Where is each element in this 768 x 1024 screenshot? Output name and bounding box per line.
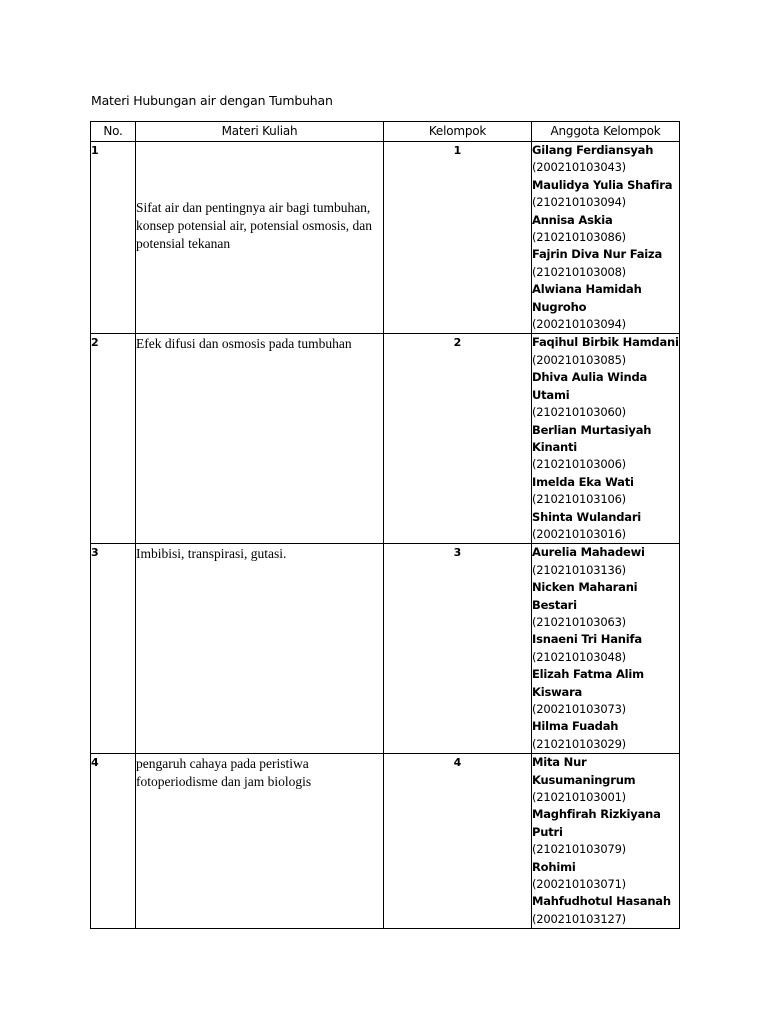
member-name: Annisa Askia [532, 212, 613, 227]
member-name: Elizah Fatma Alim Kiswara [532, 667, 644, 699]
header-kelompok: Kelompok [384, 122, 532, 142]
table-header-row [91, 122, 680, 142]
member-name: Maulidya Yulia Shafira [532, 177, 673, 192]
header-materi: Materi Kuliah [136, 122, 384, 142]
anggota-cell [532, 544, 680, 754]
member-nim: (200210103073) [532, 702, 626, 716]
member-nim: (210210103060) [532, 405, 626, 420]
header-no: No. [91, 122, 136, 142]
member-entry [532, 177, 679, 212]
member-entry [532, 474, 679, 509]
member-entry [532, 631, 679, 666]
member-name: Gilang Ferdiansyah [532, 143, 654, 157]
member-name: Aurelia Mahadewi [532, 545, 645, 560]
materi-cell [136, 544, 384, 754]
member-nim: (200210103094) [532, 317, 626, 332]
member-entry [532, 544, 679, 579]
member-nim: (210210103029) [532, 736, 626, 751]
member-nim: (210210103079) [532, 842, 626, 857]
materi-cell [136, 142, 384, 334]
table-row [91, 334, 680, 544]
member-entry [532, 806, 679, 858]
member-nim: (210210103063) [532, 614, 626, 629]
member-name: Nicken Maharani Bestari [532, 580, 638, 612]
member-entry [532, 893, 679, 928]
row-number: 1 [91, 142, 136, 334]
member-name: Isnaeni Tri Hanifa [532, 632, 642, 647]
member-name: Maghfirah Rizkiyana Putri [532, 807, 661, 839]
materi-cell [136, 754, 384, 929]
document-title: Materi Hubungan air dengan Tumbuhan [91, 93, 333, 108]
member-entry [532, 859, 679, 894]
member-nim: (200210103085) [532, 352, 626, 367]
member-entry [532, 281, 679, 333]
member-entry [532, 369, 679, 421]
kelompok-cell: 2 [384, 334, 532, 544]
anggota-cell [532, 754, 680, 929]
member-name: Mahfudhotul Hasanah [532, 894, 671, 909]
member-name: Alwiana Hamidah Nugroho [532, 282, 642, 314]
group-table [90, 121, 680, 929]
kelompok-cell: 3 [384, 544, 532, 754]
materi-text: Efek difusi dan osmosis pada tumbuhan [136, 336, 352, 352]
materi-text: Imbibisi, transpirasi, gutasi. [136, 546, 287, 562]
member-nim: (210210103001) [532, 790, 626, 805]
kelompok-cell: 4 [384, 754, 532, 929]
table-row [91, 544, 680, 754]
member-name: Faqihul Birbik Hamdani [532, 335, 679, 350]
member-entry [532, 422, 679, 474]
member-nim: (200210103127) [532, 911, 626, 926]
table-row [91, 142, 680, 334]
materi-text: pengaruh cahaya pada peristiwa fotoperiodisme dan jam biologis [136, 756, 312, 790]
member-nim: (210210103008) [532, 264, 626, 279]
member-nim: (210210103086) [532, 230, 626, 245]
member-name: Hilma Fuadah [532, 719, 619, 734]
member-name: Rohimi [532, 859, 576, 874]
member-nim: (210210103136) [532, 562, 626, 577]
member-name: Imelda Eka Wati [532, 474, 634, 489]
member-entry [532, 334, 679, 369]
member-name: Mita Nur Kusumaningrum [532, 755, 636, 787]
member-nim: (210210103048) [532, 649, 626, 664]
member-entry [532, 754, 679, 806]
row-number: 4 [91, 754, 136, 929]
member-entry [532, 142, 679, 177]
member-name: Dhiva Aulia Winda Utami [532, 370, 648, 402]
materi-cell [136, 334, 384, 544]
member-nim: (200210103043) [532, 160, 626, 175]
member-nim: (210210103094) [532, 195, 626, 210]
header-anggota: Anggota Kelompok [532, 122, 680, 142]
member-entry [532, 666, 679, 718]
member-entry [532, 246, 679, 281]
anggota-cell [532, 334, 680, 544]
anggota-cell [532, 142, 680, 334]
member-name: Berlian Murtasiyah Kinanti [532, 422, 652, 454]
member-name: Shinta Wulandari [532, 509, 642, 524]
table-row [91, 754, 680, 929]
materi-text: Sifat air dan pentingnya air bagi tumbuhan, konsep potensial air, potensial osmosis, dan potensial tekanan [136, 200, 373, 251]
row-number: 2 [91, 334, 136, 544]
member-entry [532, 579, 679, 631]
member-entry [532, 509, 679, 544]
member-entry [532, 212, 679, 247]
member-nim: (210210103006) [532, 457, 626, 472]
member-entry [532, 718, 679, 753]
kelompok-cell: 1 [384, 142, 532, 334]
member-nim: (210210103106) [532, 492, 626, 507]
member-name: Fajrin Diva Nur Faiza [532, 247, 663, 262]
member-nim: (200210103071) [532, 877, 626, 892]
member-nim: (200210103016) [532, 526, 626, 541]
row-number: 3 [91, 544, 136, 754]
